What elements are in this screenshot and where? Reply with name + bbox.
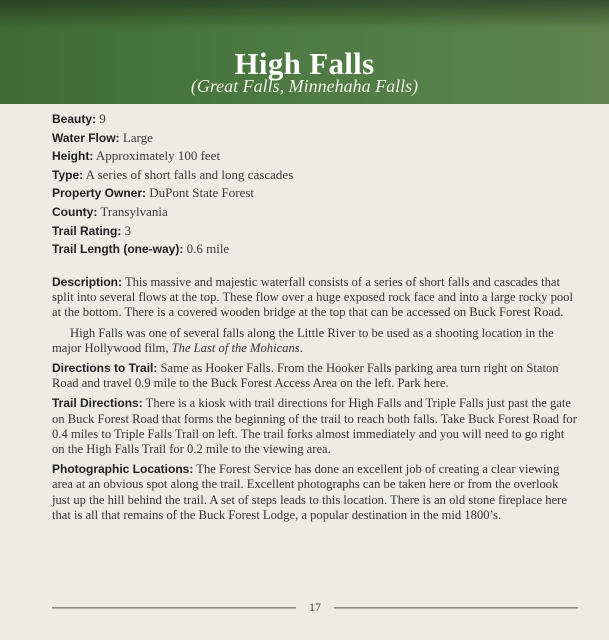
section-text: This massive and majestic waterfall consists of a series of short falls and cascades that split into several flows at the top. These flow over a huge exposed rock face and into a large rocky pool at the bottom. There is a covered wooden bridge at the top that can be accessed on Buck Forest Road. bbox=[52, 275, 573, 320]
header-shadow bbox=[0, 0, 609, 30]
fact-trail-length bbox=[52, 240, 293, 259]
section-label: Trail Directions: bbox=[52, 396, 143, 411]
fact-label: Trail Rating: bbox=[52, 223, 122, 238]
section-label: Description: bbox=[52, 275, 123, 289]
section-text: Same as Hooker Falls. From the Hooker Falls parking area turn right on Staton Road and travel 0.9 mile to the Buck Forest Access Area on the left. Park here. bbox=[52, 361, 559, 391]
section-text: High Falls was one of several falls along the Little River to be used as a shooting location in the major Hollywood film, bbox=[52, 325, 554, 355]
footer-rule-left bbox=[52, 607, 296, 609]
fact-label: Property Owner: bbox=[52, 186, 147, 201]
fact-label: Height: bbox=[52, 149, 94, 164]
fact-value: Approximately 100 feet bbox=[95, 148, 221, 164]
fact-value: A series of short falls and long cascades bbox=[85, 166, 294, 182]
section-text: . bbox=[299, 340, 303, 355]
page-number: 17 bbox=[309, 600, 321, 614]
fact-value: Transylvania bbox=[100, 203, 168, 219]
section-label: Directions to Trail: bbox=[52, 361, 158, 376]
fact-county bbox=[52, 203, 293, 222]
film-title: The Last of the Mohicans bbox=[171, 340, 300, 355]
fact-height bbox=[52, 147, 293, 166]
page-subtitle: (Great Falls, Minnehaha Falls) bbox=[190, 76, 419, 96]
fact-beauty bbox=[52, 110, 293, 129]
page-footer bbox=[52, 598, 578, 618]
fact-label: County: bbox=[52, 204, 98, 219]
description-paragraph bbox=[52, 275, 578, 321]
fact-label: Water Flow: bbox=[52, 130, 120, 145]
footer-rule-right bbox=[334, 607, 578, 609]
fact-value: DuPont State Forest bbox=[149, 185, 255, 201]
fact-label: Beauty: bbox=[52, 112, 97, 126]
section-text: The Forest Service has done an excellent job of creating a clear viewing area at an obvious spot along the trail. Excellent photographs can be taken here or from the overlook just up the hill behind the trail. A set of steps leads to this location. There is an old stone fireplace here that is all that remains of the Buck Forest Lodge, a popular destination in the mid 1800’s. bbox=[52, 462, 567, 522]
fact-value: 0.6 mile bbox=[186, 241, 230, 257]
section-text: There is a kiosk with trail directions for High Falls and Triple Falls just past the gate on Buck Forest Road that forms the beginning of the trail to reach both falls. Take Buck Forest Road for 0.4 miles to Triple Falls Trail on left. The trail forks almost immediately and you will need to go right on the High Falls Trail for 0.2 mile to the viewing area. bbox=[52, 396, 577, 457]
body-text bbox=[52, 275, 578, 528]
page-title: High Falls bbox=[234, 46, 375, 81]
photographic-locations-paragraph bbox=[52, 462, 578, 523]
description-continued-paragraph bbox=[52, 326, 578, 356]
fact-type bbox=[52, 166, 293, 185]
fact-water-flow bbox=[52, 129, 293, 148]
fact-value: 9 bbox=[99, 111, 106, 126]
fact-property-owner bbox=[52, 184, 293, 203]
fact-label: Type: bbox=[52, 167, 84, 182]
fact-trail-rating bbox=[52, 222, 293, 241]
fact-label: Trail Length (one-way): bbox=[52, 242, 184, 257]
trail-directions-paragraph bbox=[52, 396, 578, 457]
header-band bbox=[0, 0, 609, 104]
section-label: Photographic Locations: bbox=[52, 462, 194, 477]
fact-value: 3 bbox=[124, 222, 132, 238]
directions-paragraph bbox=[52, 361, 578, 391]
fact-value: Large bbox=[122, 129, 153, 145]
facts-list bbox=[52, 110, 293, 259]
